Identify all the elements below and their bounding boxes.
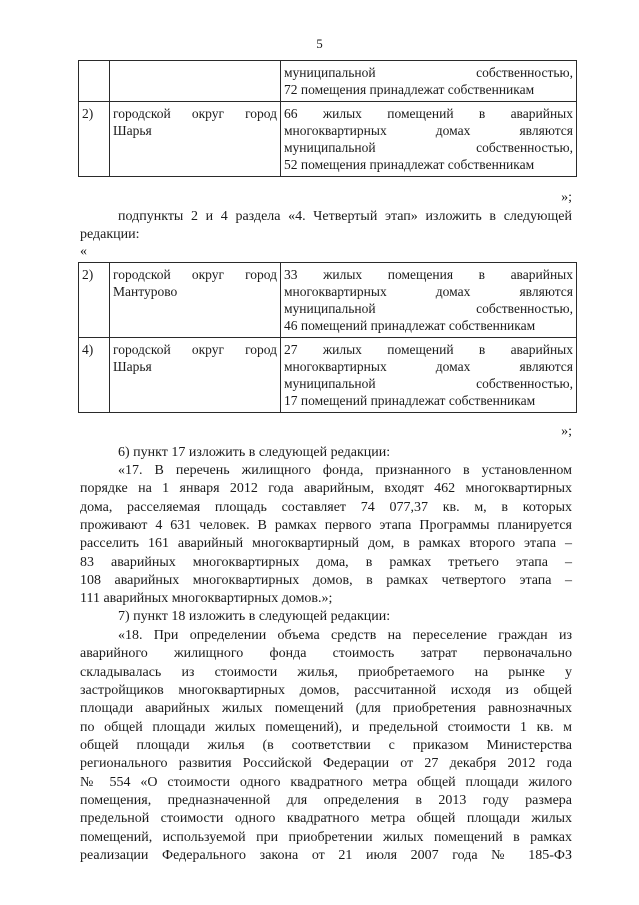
municipality-name — [110, 263, 281, 338]
paragraph-line: общей площади жилья (в соответствии с приказом Министерства — [80, 738, 572, 754]
paragraph-line: проживают 4 631 человек. В рамках первого этапа Программы планируется — [80, 518, 572, 534]
municipality-name-line: Шарья — [113, 359, 152, 374]
housing-description-line: 33 жилых помещения в аварийных — [284, 267, 573, 282]
paragraph-line: предельной стоимости одного квадратного метра общей площади жилых — [80, 811, 572, 827]
page-number: 5 — [316, 36, 323, 51]
paragraph-line: 108 аварийных многоквартирных домов, в рамках четвертого этапа – — [80, 573, 572, 589]
paragraph-line: по общей площади жилых помещений), и предельной стоимости 1 кв. м — [80, 719, 572, 735]
paragraph-line: подпункты 2 и 4 раздела «4. Четвертый этап» изложить в следующей — [118, 209, 572, 224]
paragraph-line: дома, расселяемая площадь составляет 74 077,37 кв. м, в которых — [80, 499, 572, 515]
housing-description-line: многоквартирных домах являются — [284, 284, 573, 299]
item-6-heading — [80, 444, 572, 462]
paragraph-line: площади аварийных жилых помещений (для приобретения равнозначных — [80, 701, 572, 717]
paragraph-line: «17. В перечень жилищного фонда, признанного в установленном — [118, 463, 572, 478]
table-row — [79, 61, 577, 102]
row-number — [79, 61, 110, 102]
housing-description-line: 52 помещения принадлежат собственникам — [284, 157, 535, 172]
housing-description-line: муниципальной собственностью, — [284, 65, 573, 80]
municipality-name — [110, 61, 281, 102]
table-row — [79, 102, 577, 177]
table-row — [79, 338, 577, 413]
housing-description-line: многоквартирных домах являются — [284, 359, 573, 374]
table-row — [79, 263, 577, 338]
row-number: 2) — [79, 263, 110, 338]
housing-description — [281, 263, 577, 338]
fourth-stage-table — [78, 262, 577, 413]
row-number: 4) — [79, 338, 110, 413]
housing-description — [281, 338, 577, 413]
municipality-name — [110, 338, 281, 413]
paragraph-line: 83 аварийных многоквартирных дома, в рамках третьего этапа – — [80, 554, 572, 570]
housing-table-continued — [78, 60, 577, 177]
municipality-name — [110, 102, 281, 177]
paragraph-line: помещения, предназначенной для определения в 2013 году размера — [80, 793, 572, 809]
municipality-name-line: городской округ город — [113, 267, 277, 282]
housing-description — [281, 61, 577, 102]
housing-description-line: 46 помещений принадлежат собственникам — [284, 318, 536, 333]
paragraph-line: помещений, используемой при приобретении жилых помещений в рамках — [80, 829, 572, 845]
housing-description-line: муниципальной собственностью, — [284, 140, 573, 155]
municipality-name-line: городской округ город — [113, 106, 277, 121]
row-number: 2) — [79, 102, 110, 177]
intro-paragraph — [80, 208, 572, 245]
paragraph-line: реализации Федерального закона от 21 июля 2007 года № 185-ФЗ — [80, 848, 572, 864]
paragraph-line: «18. При определении объема средств на переселение граждан из — [118, 628, 572, 643]
housing-description-line: 72 помещения принадлежат собственникам — [284, 82, 535, 97]
housing-description-line: муниципальной собственностью, — [284, 376, 573, 391]
housing-description-line: многоквартирных домах являются — [284, 123, 573, 138]
paragraph-line: № 554 «О стоимости одного квадратного метра общей площади жилого — [80, 774, 572, 790]
paragraph-line: 111 аварийных многоквартирных домов.»; — [80, 591, 333, 607]
municipality-name-line: городской округ город — [113, 342, 277, 357]
opening-quote: « — [80, 244, 87, 259]
paragraph-18 — [80, 627, 572, 865]
item-6-text: 6) пункт 17 изложить в следующей редакции: — [118, 445, 391, 460]
item-7-heading — [80, 608, 572, 626]
housing-description-line: 66 жилых помещений в аварийных — [284, 106, 573, 121]
item-7-text: 7) пункт 18 изложить в следующей редакции: — [118, 609, 391, 624]
paragraph-line: аварийного жилищного фонда стоимость затрат первоначально — [80, 646, 572, 662]
paragraph-line: расселить 161 аварийный многоквартирный дом, в рамках второго этапа – — [80, 536, 572, 552]
housing-description-line: 27 жилых помещений в аварийных — [284, 342, 573, 357]
housing-description — [281, 102, 577, 177]
paragraph-line: порядке на 1 января 2012 года аварийным, входят 462 многоквартирных — [80, 481, 572, 497]
municipality-name-line: Шарья — [113, 123, 152, 138]
closing-quote: »; — [561, 190, 572, 205]
municipality-name-line: Мантурово — [113, 284, 178, 299]
closing-quote: »; — [561, 424, 572, 439]
paragraph-line: регионального развития Российской Федерации от 27 декабря 2012 года — [80, 756, 572, 772]
housing-description-line: муниципальной собственностью, — [284, 301, 573, 316]
housing-description-line: 17 помещений принадлежат собственникам — [284, 393, 536, 408]
paragraph-line: застройщиков многоквартирных домов, рассчитанной исходя из общей — [80, 683, 572, 699]
paragraph-line: редакции: — [80, 227, 140, 243]
paragraph-17 — [80, 462, 572, 609]
paragraph-line: складывалась из стоимости жилья, приобретаемого на рынке у — [80, 664, 572, 680]
